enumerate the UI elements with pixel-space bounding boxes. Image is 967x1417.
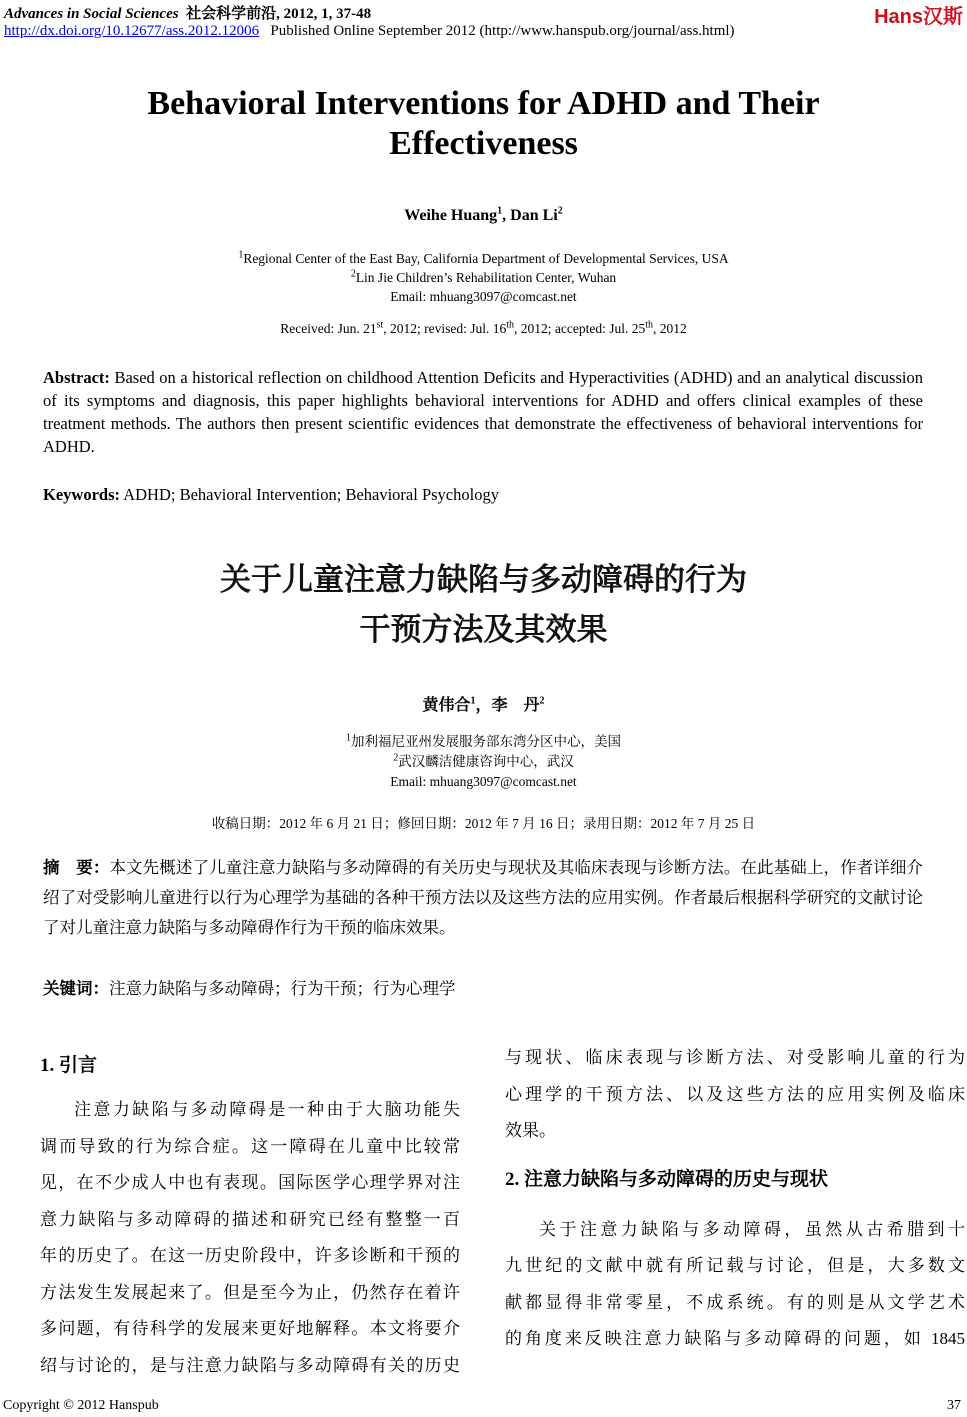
author: 黄伟合 bbox=[422, 697, 471, 714]
d-sup: th bbox=[645, 319, 654, 331]
affiliation bbox=[0, 268, 967, 287]
published-info: Published Online September 2012 (http://www.hanspub.org/journal/ass.html) bbox=[270, 23, 735, 39]
text-line: 意力缺陷与多动障碍的描述和研究已经有整整一百 bbox=[40, 1209, 460, 1229]
copyright: Copyright © 2012 Hanspub bbox=[3, 1398, 159, 1413]
title-line: 关于儿童注意力缺陷与多动障碍的行为 bbox=[220, 562, 747, 598]
d: , 2012 bbox=[653, 321, 687, 336]
text-line: 的角度来反映注意力缺陷与多动障碍的问题，如 1845 bbox=[505, 1329, 965, 1348]
affiliation bbox=[0, 732, 967, 752]
text-line: 关于注意力缺陷与多动障碍，虽然从古希腊到十 bbox=[539, 1219, 965, 1239]
text-line: 九世纪的文献中就有所记载与讨论，但是，大多数文 bbox=[505, 1256, 965, 1275]
footer bbox=[3, 1398, 961, 1414]
text-line: 调而导致的行为综合症。这一障碍在儿童中比较常 bbox=[40, 1136, 460, 1156]
aff-sup: 2 bbox=[350, 268, 356, 280]
section-heading: 1. 引言 bbox=[40, 1055, 98, 1076]
right-column bbox=[505, 1040, 965, 1358]
author-sup: 1 bbox=[470, 695, 476, 707]
cn-title bbox=[0, 555, 967, 655]
text-line: 注意力缺陷与多动障碍是一种由于大脑功能失 bbox=[74, 1100, 460, 1119]
cn-authors bbox=[0, 692, 967, 715]
affiliations bbox=[0, 249, 967, 306]
author: ，李 丹 bbox=[475, 697, 540, 714]
journal-name: Advances in Social Sciences bbox=[4, 6, 179, 22]
abstract-text: 本文先概述了儿童注意力缺陷与多动障碍的有关历史与现状及其临床表现与诊断方法。在此基础上，作者详细介绍了对受影响儿童进行以行为心理学为基础的各种干预方法以及这些方法的应用实例。作者最后根据科学研究的文献讨论了对儿童注意力缺陷与多动障碍作行为干预的临床效果。 bbox=[43, 858, 924, 937]
author-sup: 2 bbox=[557, 205, 563, 217]
doi-link[interactable]: http://dx.doi.org/10.12677/ass.2012.12006 bbox=[4, 23, 260, 39]
paper-title bbox=[0, 84, 967, 164]
journal-issue: 社会科学前沿, 2012, 1, 37-48 bbox=[186, 6, 372, 22]
d-sup: st bbox=[376, 319, 384, 331]
cn-affiliations bbox=[0, 732, 967, 792]
email: Email: mhuang3097@comcast.net bbox=[390, 289, 577, 304]
keywords-text: 注意力缺陷与多动障碍；行为干预；行为心理学 bbox=[109, 979, 456, 998]
page-number: 37 bbox=[947, 1398, 961, 1413]
abstract-text: Based on a historical reflection on childhood Attention Deficits and Hyperactivities (ADHD) and an analytical discussion of its symptoms and diagnosis, this paper highlights behavioral interventions for ADHD and offers clinical examples of these treatment methods. The authors then present scientific evidences that demonstrate the effectiveness of behavioral interventions for ADHD. bbox=[43, 368, 923, 456]
cn-abstract bbox=[43, 853, 923, 943]
aff-text: Lin Jie Children’s Rehabilitation Center, Wuhan bbox=[355, 270, 617, 285]
left-column bbox=[40, 1040, 460, 1384]
abstract-label: 摘 要： bbox=[43, 858, 110, 877]
text-line: 见，在不少成人中也有表现。国际医学心理学界对注 bbox=[40, 1173, 460, 1192]
title-line: Behavioral Interventions for ADHD and Their bbox=[147, 85, 820, 122]
title-line: Effectiveness bbox=[389, 125, 578, 162]
abstract-label: Abstract: bbox=[43, 368, 110, 387]
body-text bbox=[40, 1092, 460, 1384]
text-line: 多问题，有待科学的发展来更好地解释。本文将要介 bbox=[40, 1319, 460, 1338]
text-line: 效果。 bbox=[505, 1121, 556, 1140]
keywords-text: ADHD; Behavioral Intervention; Behavioral Psychology bbox=[120, 485, 499, 504]
d-sup: th bbox=[506, 319, 515, 331]
aff-sup: 1 bbox=[346, 732, 351, 744]
aff-sup: 1 bbox=[238, 249, 244, 261]
aff-text: 加利福尼亚州发展服务部东湾分区中心，美国 bbox=[351, 734, 621, 749]
text-line: 年的历史了。在这一历史阶段中，许多诊断和干预的 bbox=[40, 1246, 460, 1265]
logo-cn: 汉斯 bbox=[923, 6, 963, 28]
text-line: 方法发生发展起来了。但是至今为止，仍然存在着许 bbox=[40, 1282, 460, 1302]
author: Weihe Huang bbox=[404, 207, 498, 224]
hans-logo bbox=[874, 0, 963, 29]
dates bbox=[0, 321, 967, 337]
cn-keywords bbox=[43, 974, 923, 1004]
d: , 2012; accepted: Jul. 25 bbox=[514, 321, 646, 336]
text-line: 绍与讨论的，是与注意力缺陷与多动障碍有关的历史 bbox=[40, 1355, 460, 1375]
aff-text: Regional Center of the East Bay, California Department of Developmental Services, USA bbox=[243, 251, 729, 266]
text-line: 献都显得非常零星，不成系统。有的则是从文学艺术 bbox=[505, 1292, 965, 1312]
d: , 2012; revised: Jul. 16 bbox=[383, 321, 507, 336]
journal-header bbox=[4, 2, 371, 23]
body-text bbox=[505, 1212, 965, 1358]
email: Email: mhuang3097@comcast.net bbox=[390, 774, 577, 789]
logo-en: Hans bbox=[874, 6, 923, 28]
author: Dan Li bbox=[510, 207, 558, 224]
aff-sup: 2 bbox=[393, 752, 399, 764]
author-sup: 2 bbox=[539, 695, 545, 707]
affiliation bbox=[0, 752, 967, 772]
text-line: 与现状、临床表现与诊断方法、对受影响儿童的行为 bbox=[505, 1048, 965, 1067]
doi-line bbox=[4, 23, 735, 40]
d: Received: Jun. 21 bbox=[280, 321, 377, 336]
abstract bbox=[43, 366, 923, 458]
author-sup: 1 bbox=[497, 205, 503, 217]
text-line: 心理学的干预方法、以及这些方法的应用实例及临床 bbox=[505, 1084, 965, 1104]
keywords bbox=[43, 483, 923, 506]
authors bbox=[0, 207, 967, 225]
keywords-label: Keywords: bbox=[43, 485, 120, 504]
title-line: 干预方法及其效果 bbox=[359, 612, 608, 648]
keywords-label: 关键词： bbox=[43, 979, 109, 998]
sep: , bbox=[502, 207, 511, 224]
section-heading: 2. 注意力缺陷与多动障碍的历史与现状 bbox=[505, 1168, 829, 1190]
body-text bbox=[505, 1040, 965, 1150]
affiliation bbox=[0, 249, 967, 268]
aff-text: 武汉麟洁健康咨询中心，武汉 bbox=[398, 754, 574, 769]
cn-dates: 收稿日期：2012 年 6 月 21 日；修回日期：2012 年 7 月 16 日；录用日期：2012 年 7 月 25 日 bbox=[211, 816, 756, 831]
